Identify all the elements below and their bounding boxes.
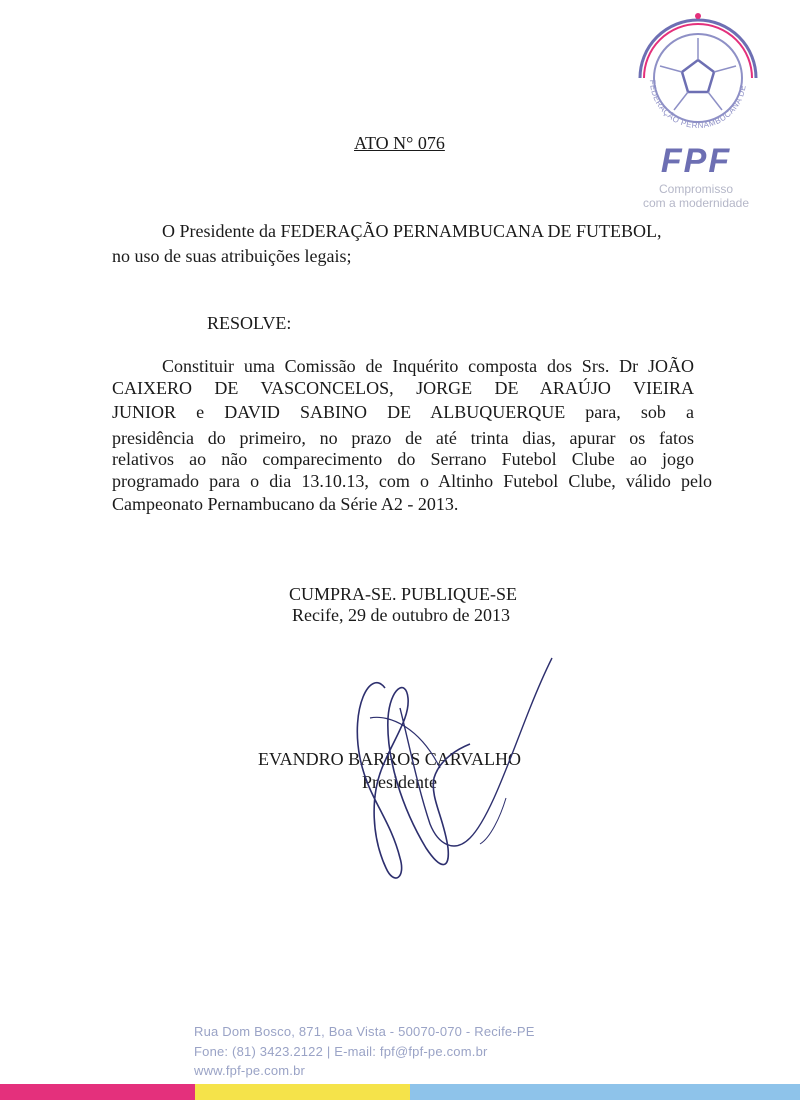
logo-ring-text: FEDERAÇÃO PERNAMBUCANA DE <box>647 79 748 131</box>
resolve-heading: RESOLVE: <box>207 313 292 333</box>
footer-website[interactable]: www.fpf-pe.com.br <box>194 1063 306 1078</box>
signatory-title: Presidente <box>362 772 437 792</box>
body-line-5: relativos ao não comparecimento do Serrano Futebol Clube ao jogo <box>112 449 694 469</box>
fpf-crest-icon <box>628 8 768 148</box>
color-bar-yellow <box>195 1084 410 1100</box>
footer-contact: Fone: (81) 3423.2122 | E-mail: fpf@fpf-pe.com.br <box>194 1044 488 1059</box>
logo-tagline-2: com a modernidade <box>642 196 750 210</box>
handwritten-signature <box>330 648 570 898</box>
color-bar-blue <box>410 1084 800 1100</box>
closing-line: CUMPRA-SE. PUBLIQUE-SE <box>289 584 518 604</box>
footer-color-bar <box>0 1084 800 1100</box>
intro-line-2: no uso de suas atribuições legais; <box>112 246 352 266</box>
logo-abbreviation: FPF <box>660 142 732 180</box>
body-line-7: Campeonato Pernambucano da Série A2 - 2013. <box>112 494 459 514</box>
body-line-4: presidência do primeiro, no prazo de até trinta dias, apurar os fatos <box>112 428 694 448</box>
body-line-1: Constituir uma Comissão de Inquérito composta dos Srs. Dr JOÃO <box>162 356 694 376</box>
body-line-6: programado para o dia 13.10.13, com o Altinho Futebol Clube, válido pelo <box>112 471 712 491</box>
body-line-2: CAIXERO DE VASCONCELOS, JORGE DE ARAÚJO VIEIRA <box>112 378 694 398</box>
fpf-logo <box>628 8 768 208</box>
body-line-3: JUNIOR e DAVID SABINO DE ALBUQUERQUE para, sob a <box>112 402 694 422</box>
signatory-name: EVANDRO BARROS CARVALHO <box>258 749 521 769</box>
document-title: ATO N° 076 <box>354 133 445 153</box>
intro-line-1: O Presidente da FEDERAÇÃO PERNAMBUCANA DE FUTEBOL, <box>162 221 662 241</box>
footer-address: Rua Dom Bosco, 871, Boa Vista - 50070-070 - Recife-PE <box>194 1024 535 1039</box>
color-bar-pink <box>0 1084 195 1100</box>
signature-scribble-icon <box>330 648 570 898</box>
logo-tagline-1: Compromisso <box>658 182 733 196</box>
place-date: Recife, 29 de outubro de 2013 <box>292 605 510 625</box>
